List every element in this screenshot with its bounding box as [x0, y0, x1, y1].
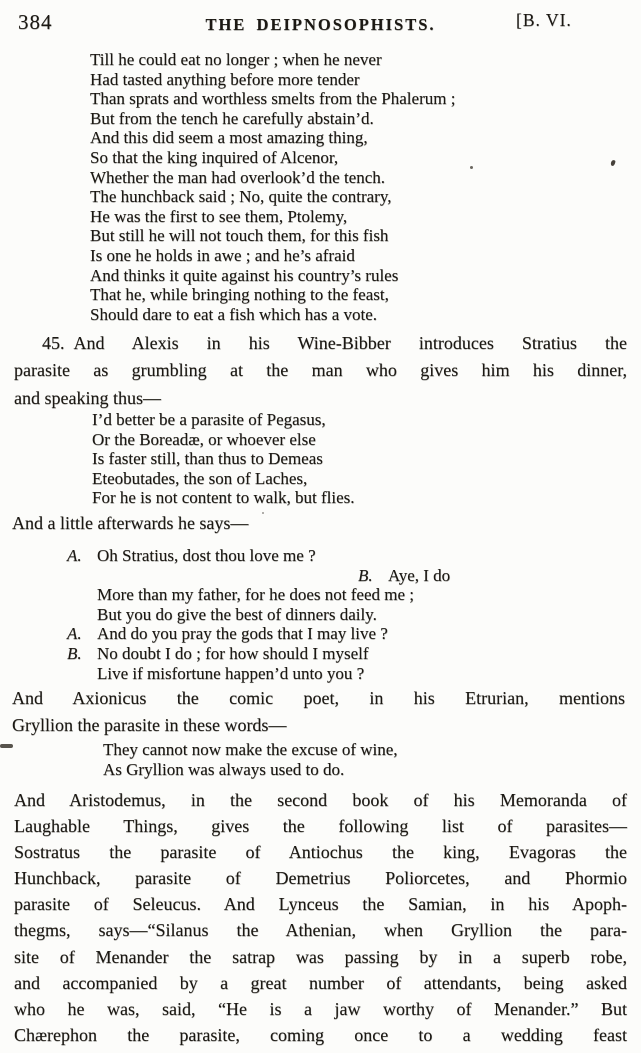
running-title: THE DEIPNOSOPHISTS. [205, 15, 436, 34]
verse-line: Than sprats and worthless smelts from the Phalerum ; [90, 89, 456, 109]
verse-line: Is one he holds in awe ; and he’s afraid [90, 245, 355, 265]
dialogue-block [67, 546, 627, 683]
verse-line: Had tasted anything before more tender [90, 69, 360, 89]
verse-line: As Gryllion was always used to do. [103, 759, 345, 779]
speaker-label: B. [358, 565, 373, 585]
paragraph-line: 45. And Alexis in his Wine-Bibber introduces Stratius the [42, 333, 627, 353]
dialogue-text: But you do give the best of dinners daily. [97, 604, 377, 624]
scan-speck [470, 166, 473, 169]
verse-line: Eteobutades, the son of Laches, [92, 468, 308, 488]
dialogue-text: Aye, I do [388, 565, 451, 585]
paragraph-line: and speaking thus— [14, 387, 161, 408]
verse-line: Whether the man had overlook’d the tench. [90, 167, 386, 187]
paragraph-aristodemus [14, 787, 627, 1048]
paragraph-line: site of Menander the satrap was passing by in a superb robe, [14, 946, 627, 967]
paragraph-line: Gryllion the parasite in these words— [12, 715, 287, 736]
verse-line: So that the king inquired of Alcenor, [90, 147, 339, 167]
paragraph-line: parasite as grumbling at the man who gives him his dinner, [14, 360, 627, 381]
verse-line: But from the tench he carefully abstain’d. [90, 108, 374, 128]
speaker-label: A. [67, 546, 82, 565]
paragraph-line: Sostratus the parasite of Antiochus the king, Evagoras the [14, 842, 627, 863]
paragraph-line: Chærephon the parasite, coming once to a wedding feast [14, 1024, 627, 1045]
scan-speck [610, 160, 616, 167]
verse-line: For he is not content to walk, but flies. [92, 488, 355, 508]
verse-line: And this did seem a most amazing thing, [90, 128, 368, 148]
paragraph-line: Laughable Things, gives the following list of parasites— [14, 816, 627, 837]
verse-line: But still he will not touch them, for this fish [90, 226, 389, 246]
verse-line: They cannot now make the excuse of wine, [103, 740, 398, 759]
verse-line: He was the first to see them, Ptolemy, [90, 206, 348, 226]
dialogue-text: Oh Stratius, dost thou love me ? [97, 546, 316, 565]
page-number: 384 [18, 10, 53, 34]
verse-block-gryllion-quote [103, 740, 398, 779]
dialogue-line [67, 644, 627, 664]
speaker-label: A. [67, 624, 82, 644]
dialogue-text: No doubt I do ; for how should I myself [97, 643, 369, 663]
dialogue-line [67, 605, 627, 625]
verse-block-fish-quote [90, 50, 455, 324]
scan-speck [262, 512, 264, 514]
verse-block-pegasus-quote [92, 410, 355, 508]
paragraph-line: who he was, said, “He is a jaw worthy of Menander.” But [14, 998, 627, 1019]
dialogue-text: More than my father, for he does not feed me ; [97, 585, 415, 605]
verse-line: Is faster still, than thus to Demeas [92, 449, 323, 469]
dialogue-text: And do you pray the gods that I may live ? [97, 624, 388, 644]
transition-sentence: And a little afterwards he says— [12, 513, 249, 533]
dialogue-line [67, 664, 627, 684]
speaker-label: B. [67, 643, 82, 663]
verse-line: Till he could eat no longer ; when he never [90, 50, 382, 69]
paragraph-line: parasite of Seleucus. And Lynceus the Samian, in his Apoph- [14, 894, 627, 915]
book-reference: [B. VI. [516, 10, 572, 30]
paragraph-line: Hunchback, parasite of Demetrius Poliorcetes, and Phormio [14, 868, 627, 889]
paragraph-line: thegms, says—“Silanus the Athenian, when Gryllion the para- [14, 920, 627, 941]
paragraph-line: and accompanied by a great number of attendants, being asked [14, 972, 627, 993]
verse-line: I’d better be a parasite of Pegasus, [92, 410, 326, 429]
verse-line: That he, while bringing nothing to the feast, [90, 285, 389, 305]
paragraph-line: And Axionicus the comic poet, in his Etrurian, mentions [12, 688, 625, 708]
verse-line: The hunchback said ; No, quite the contrary, [90, 187, 392, 207]
verse-line: Should dare to eat a fish which has a vote. [90, 304, 378, 324]
paragraph-axionicus [12, 685, 625, 740]
verse-line: And thinks it quite against his country’s rules [90, 265, 399, 285]
dialogue-line [67, 585, 627, 605]
dialogue-line [67, 566, 627, 586]
scan-speck [0, 744, 13, 748]
dialogue-line [67, 624, 627, 644]
dialogue-text: Live if misfortune happen’d unto you ? [97, 663, 365, 683]
verse-line: Or the Boreadæ, or whoever else [92, 429, 316, 449]
dialogue-line [67, 546, 627, 566]
paragraph-section-45 [14, 330, 627, 412]
paragraph-line: And Aristodemus, in the second book of his Memoranda of [14, 790, 627, 810]
